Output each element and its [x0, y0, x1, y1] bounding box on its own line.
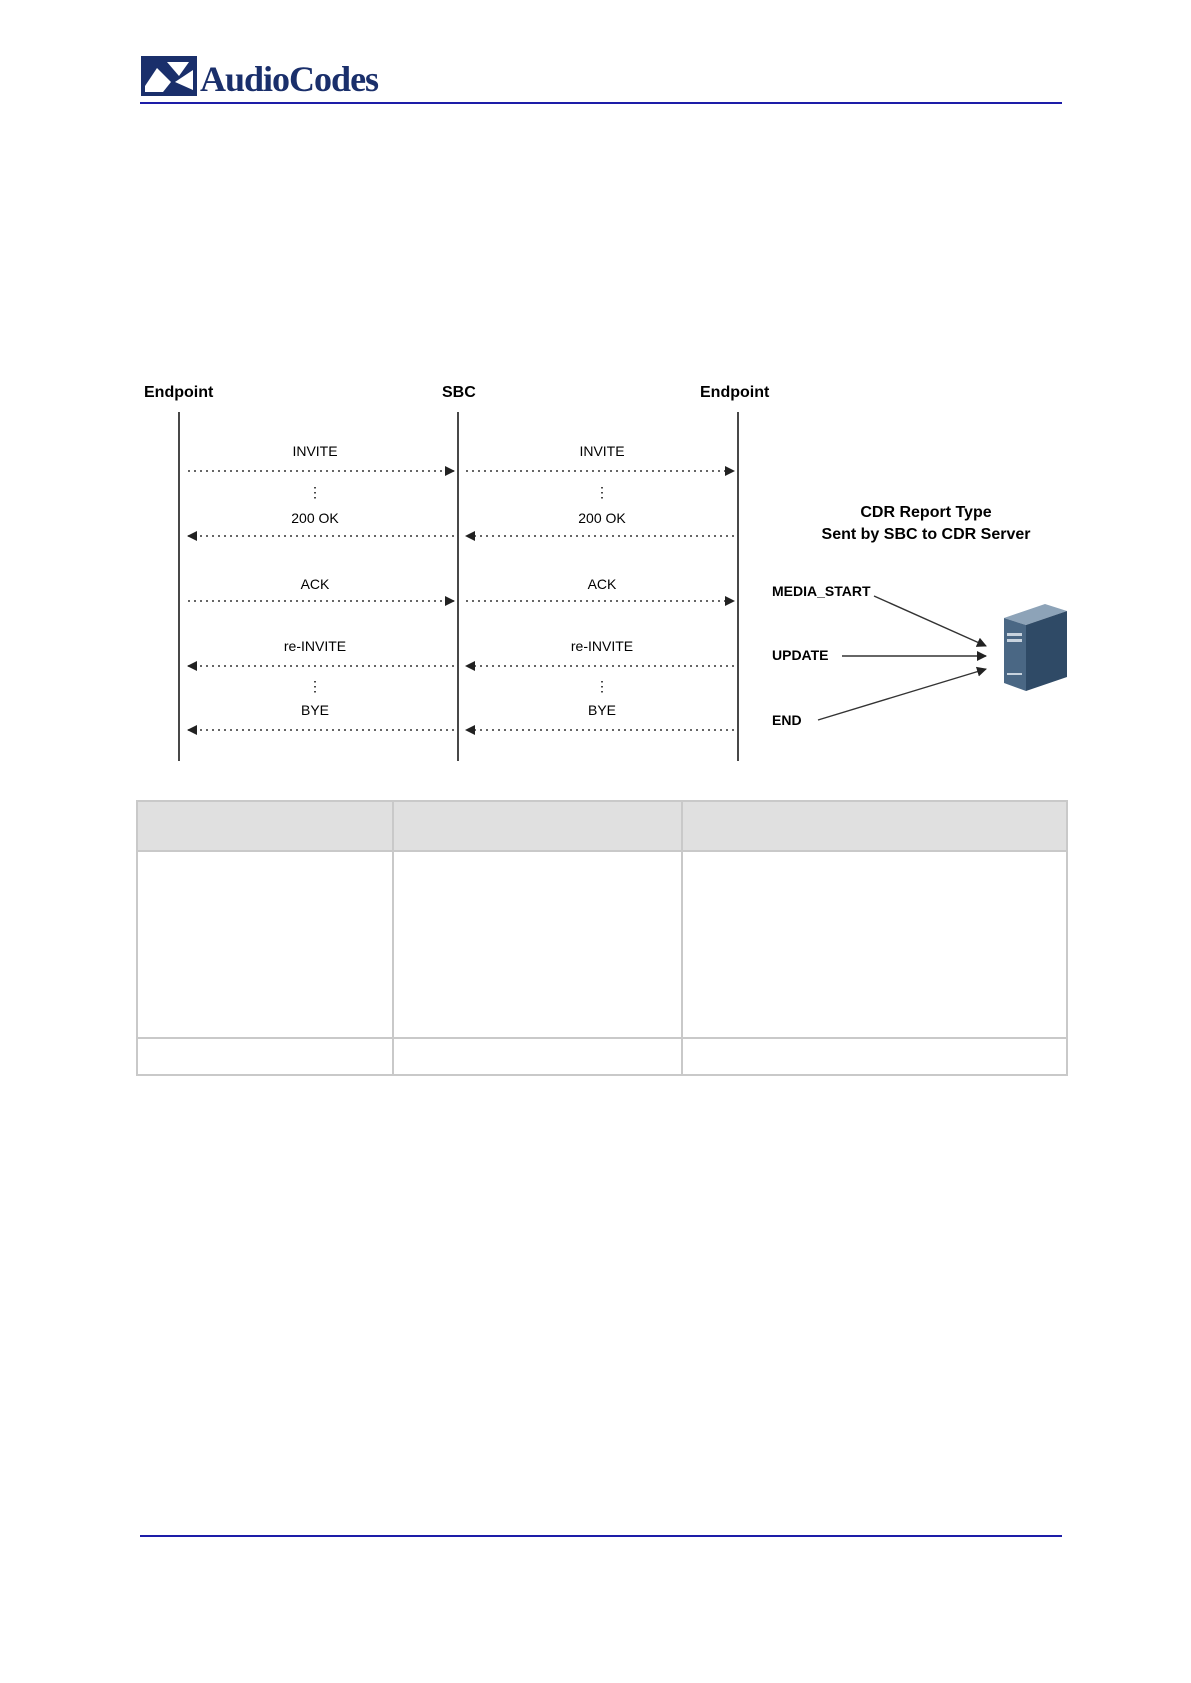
table-cell — [393, 851, 682, 1038]
message-label: INVITE — [579, 443, 625, 459]
audiocodes-logo — [141, 56, 401, 102]
cdr-arrow-end — [818, 669, 986, 720]
table-header-cell — [137, 801, 393, 851]
table-row — [137, 851, 1067, 1038]
table-header-row — [137, 801, 1067, 851]
message-label: 200 OK — [291, 510, 339, 526]
message-label: re-INVITE — [283, 638, 347, 654]
table-row — [137, 1038, 1067, 1075]
cdr-type-end: END — [772, 712, 802, 728]
table-cell — [393, 1038, 682, 1075]
message-label: BYE — [587, 702, 617, 718]
cdr-type-media-start: MEDIA_START — [772, 583, 871, 599]
header-rule — [140, 102, 1062, 104]
cdr-report-subtitle: Sent by SBC to CDR Server — [821, 526, 1031, 543]
table-cell — [137, 851, 393, 1038]
table-header-cell — [393, 801, 682, 851]
cdr-table — [136, 800, 1068, 1076]
brand-name: AudioCodes — [200, 59, 379, 99]
message-label: ACK — [587, 576, 617, 592]
table-header-cell — [682, 801, 1067, 851]
cdr-type-update: UPDATE — [772, 647, 829, 663]
cdr-report-title: CDR Report Type — [860, 504, 992, 521]
participant-endpoint-left: Endpoint — [144, 384, 214, 401]
ellipsis-marker: ⋮ — [595, 678, 609, 694]
table-cell — [137, 1038, 393, 1075]
message-label: INVITE — [292, 443, 338, 459]
participant-sbc: SBC — [442, 384, 476, 401]
message-label: BYE — [300, 702, 330, 718]
cdr-arrow-media-start — [874, 596, 986, 646]
participant-endpoint-right: Endpoint — [700, 384, 770, 401]
message-label: re-INVITE — [570, 638, 634, 654]
table-cell — [682, 851, 1067, 1038]
message-label: ACK — [300, 576, 330, 592]
ellipsis-marker: ⋮ — [308, 484, 322, 500]
ellipsis-marker: ⋮ — [595, 484, 609, 500]
footer-rule — [140, 1535, 1062, 1537]
table-cell — [682, 1038, 1067, 1075]
message-label: 200 OK — [578, 510, 626, 526]
ellipsis-marker: ⋮ — [308, 678, 322, 694]
cdr-sequence-diagram — [130, 375, 1070, 765]
audiocodes-logo-icon — [141, 56, 197, 96]
cdr-server-icon — [1004, 604, 1067, 691]
